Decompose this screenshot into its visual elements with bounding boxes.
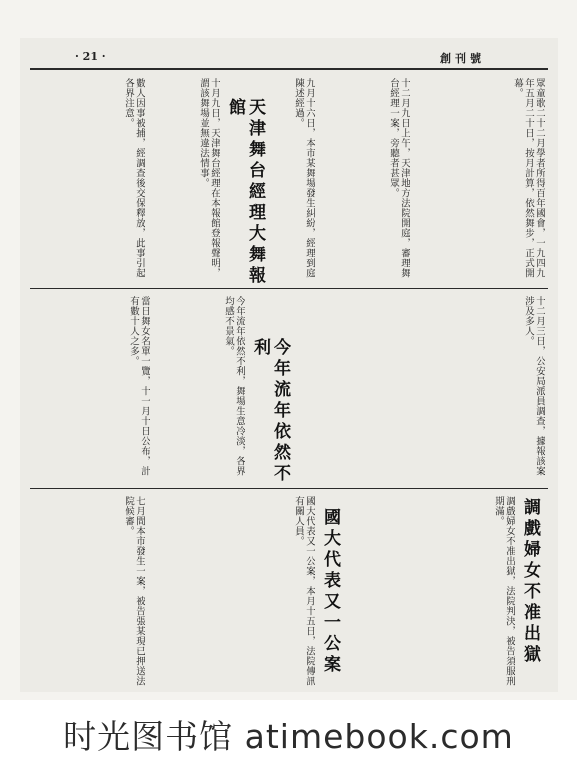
article-upper-far-left: 數人因事被捕，經調查後交保釋放，此事引起各界注意。 (123, 78, 145, 278)
section-rule-1 (30, 288, 548, 289)
section-rule-2 (30, 488, 548, 489)
newspaper-scan (20, 38, 558, 692)
header-rule (30, 68, 548, 70)
article-upper-mid: 九月十六日，本市某舞場發生糾紛，經理到庭陳述經過。 (293, 78, 315, 278)
article-mid-right: 十二月三日，公安局派員調查，據報該案涉及多人。 (523, 296, 545, 476)
headline-tianjin: 天津舞台經理大舞報館 (225, 98, 265, 287)
headline-drama-women: 調戲婦女不准出獄 (520, 498, 540, 666)
article-mid-center: 今年流年依然不利，舞場生意冷淡，各界均感不景氣。 (223, 296, 245, 476)
article-mid-left: 當日舞女名單一覽，十一月十日公布，計有數十人之多。 (128, 296, 150, 476)
article-upper-right: 眾童歌二十二月學者所得百年國會，一九四九年五月二十日，按月計算，依然舞步，正式開幕。 (512, 78, 545, 278)
issue-label: 創刊號 (440, 52, 485, 65)
article-upper-mid-right: 十二月九日上午，天津地方法院開庭，審理舞台經理一案，旁聽者甚眾。 (388, 78, 410, 278)
article-lower-right: 調戲婦女不准出獄，法院判決，被告須服刑期滿。 (493, 496, 515, 686)
headline-this-year: 今年流年依然不利 (250, 338, 290, 485)
headline-national-rep: 國大代表又一公案 (320, 508, 340, 676)
article-upper-left: 十月九日，天津舞台經理在本報館登報聲明，謂該舞場並無違法情事。 (198, 78, 220, 278)
page-number: · 21 · (75, 50, 106, 63)
article-lower-left: 七月間本市發生一案，被告張某現已押送法院候審。 (123, 496, 145, 686)
article-lower-center: 國大代表又一公案，本月十五日，法院傳訊有關人員。 (293, 496, 315, 686)
watermark-footer: 时光图书馆 atimebook.com (0, 700, 577, 768)
